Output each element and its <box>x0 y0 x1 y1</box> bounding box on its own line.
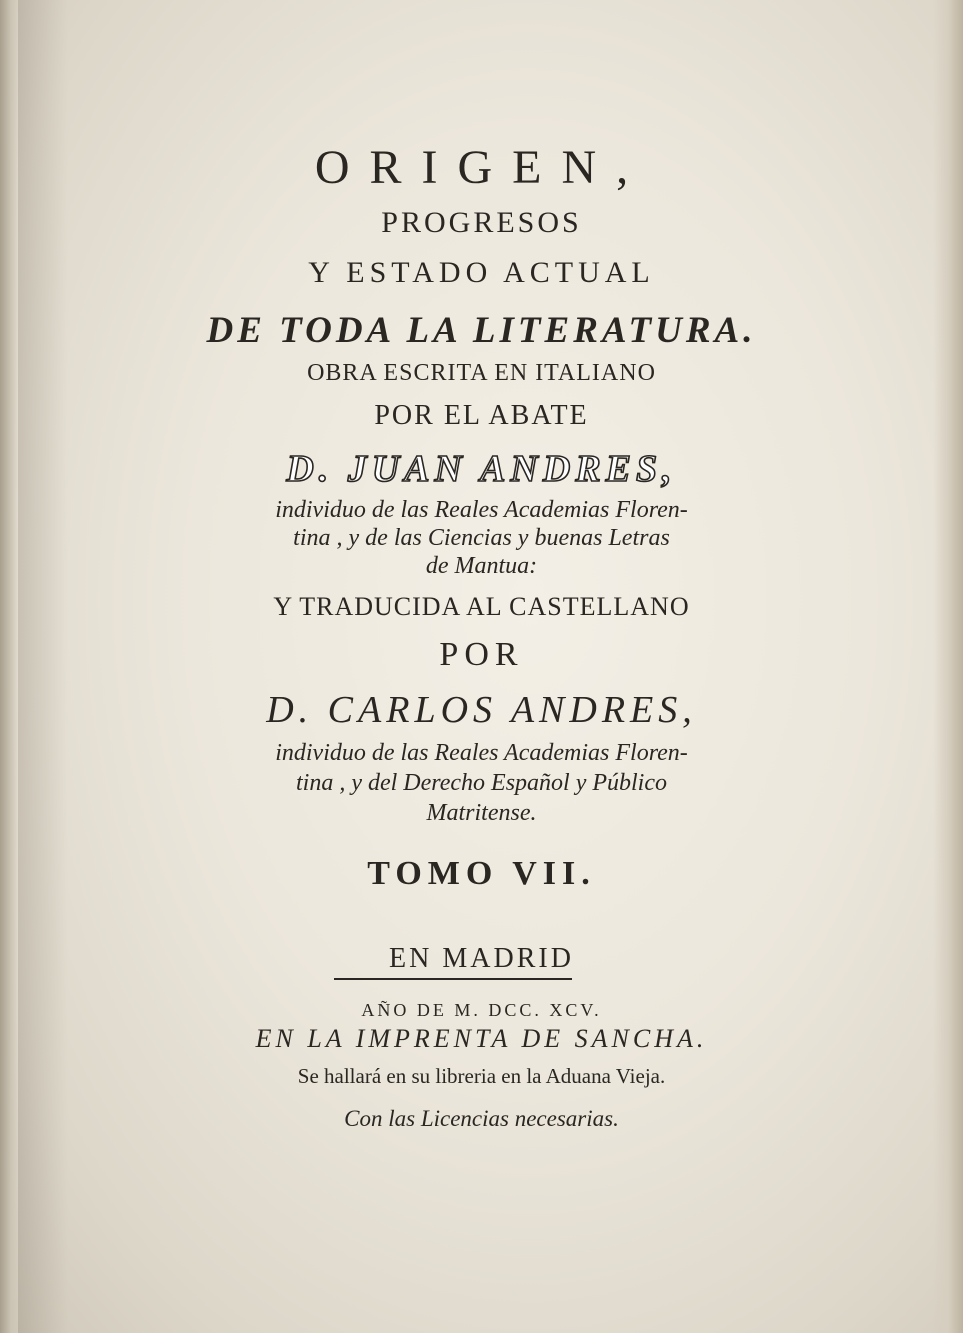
by-line: POR <box>439 636 524 673</box>
translated-line: Y TRADUCIDA AL CASTELLANO <box>273 592 690 621</box>
imprint-printer: EN LA IMPRENTA DE SANCHA. <box>255 1024 708 1053</box>
volume-number: TOMO VII. <box>367 855 596 892</box>
author-affiliation-line: individuo de las Reales Academias Floren- <box>275 497 688 523</box>
author-affiliation-line: de Mantua: <box>425 553 538 579</box>
translator-affiliation-line: Matritense. <box>426 800 537 826</box>
translator-affiliation-line: tina , y del Derecho Español y Público <box>295 770 667 796</box>
imprint-year: AÑO DE M. DCC. XCV. <box>361 1000 602 1020</box>
work-title: ORIGEN, <box>314 141 649 194</box>
subtitle-estado: Y ESTADO ACTUAL <box>308 256 655 289</box>
by-abbot-line: POR EL ABATE <box>374 400 589 431</box>
written-in-italian-line: OBRA ESCRITA EN ITALIANO <box>307 360 656 386</box>
subtitle-progresos: PROGRESOS <box>381 206 582 239</box>
imprint-city: EN MADRID <box>389 943 574 974</box>
imprint-licences: Con las Licencias necesarias. <box>344 1106 619 1131</box>
imprint-rule <box>334 978 572 980</box>
translator-affiliation-line: individuo de las Reales Academias Floren- <box>275 740 688 766</box>
author-affiliation-line: tina , y de las Ciencias y buenas Letras <box>293 525 670 551</box>
subtitle-literatura: DE TODA LA LITERATURA. <box>206 310 757 351</box>
author-name: D. JUAN ANDRES, <box>286 448 677 490</box>
translator-name: D. CARLOS ANDRES, <box>266 689 697 731</box>
imprint-bookshop: Se hallará en su libreria en la Aduana Vieja. <box>297 1064 666 1088</box>
